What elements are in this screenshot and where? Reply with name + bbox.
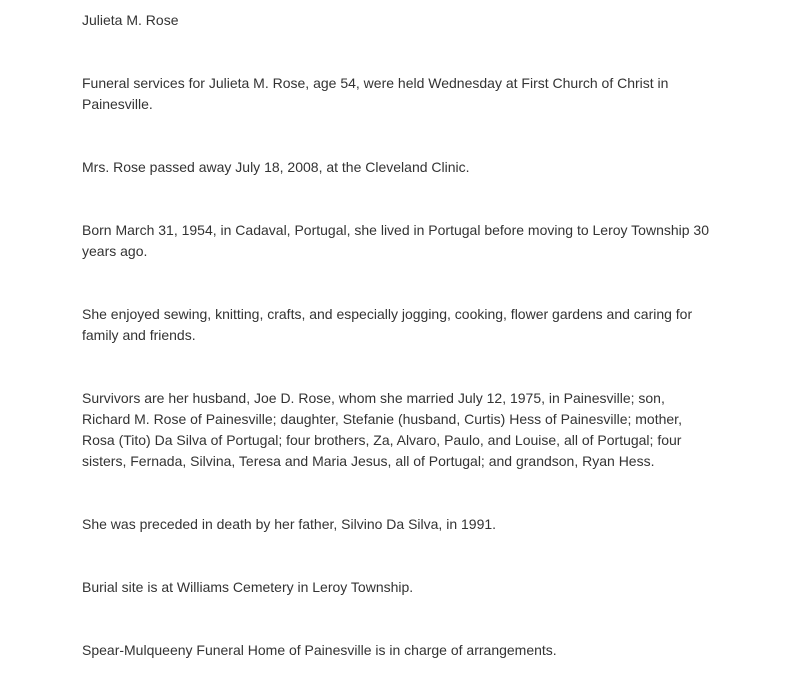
paragraph-preceded: She was preceded in death by her father, Silvino Da Silva, in 1991. [82,516,497,532]
paragraph-hobbies: She enjoyed sewing, knitting, crafts, and especially jogging, cooking, flower gardens and caring for family and friends. [82,306,693,343]
paragraph-funeral-services: Funeral services for Julieta M. Rose, age 54, were held Wednesday at First Church of Christ in Painesville. [82,75,669,112]
paragraph-survivors: Survivors are her husband, Joe D. Rose, whom she married July 12, 1975, in Painesville; son, Richard M. Rose of Painesville; daughter, Stefanie (husband, Curtis) Hess of Painesville; mother, Rosa (Tito) Da Silva of Portugal; four brothers, Za, Alvaro, Paulo, and Louise, all of Portugal; four sisters, Fernada, Silvina, Teresa and Maria Jesus, all of Portugal; and grandson, Ryan Hess. [82,390,682,469]
obituary-document [82,10,712,661]
paragraph-arrangements: Spear-Mulqueeny Funeral Home of Painesville is in charge of arrangements. [82,642,557,658]
paragraph-birth: Born March 31, 1954, in Cadaval, Portugal, she lived in Portugal before moving to Leroy Township 30 years ago. [82,222,709,259]
paragraph-burial: Burial site is at Williams Cemetery in Leroy Township. [82,579,414,595]
obituary-title: Julieta M. Rose [82,12,179,28]
paragraph-passing: Mrs. Rose passed away July 18, 2008, at the Cleveland Clinic. [82,159,470,175]
